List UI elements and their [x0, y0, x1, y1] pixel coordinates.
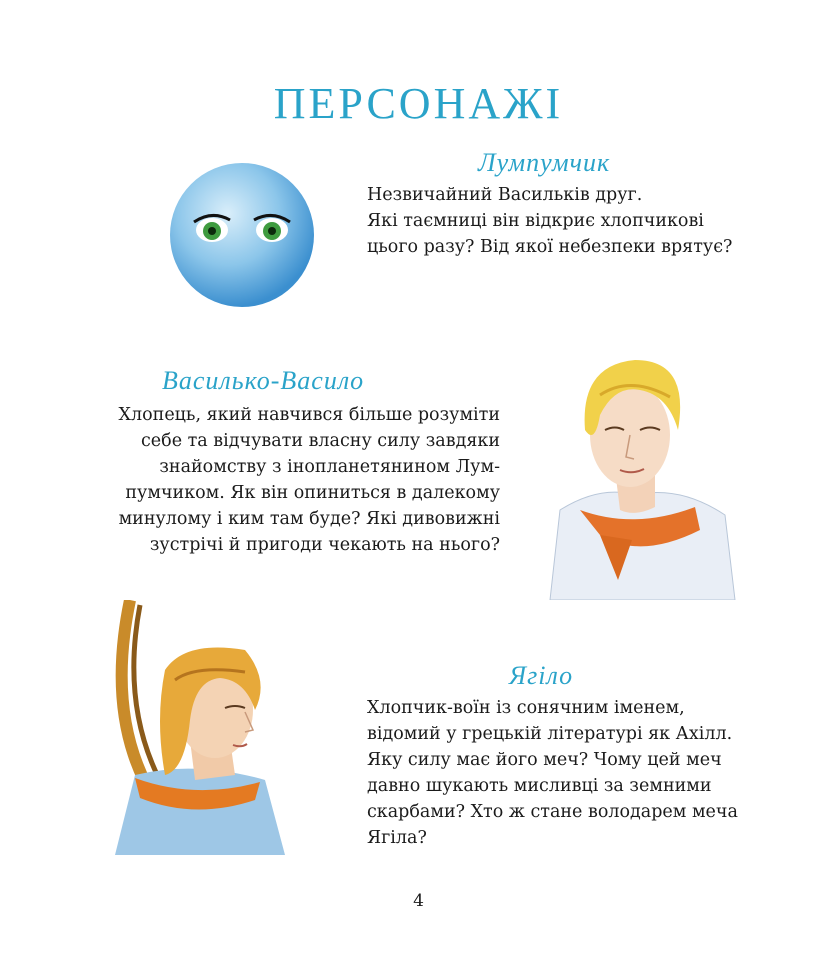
- description-line: Ягіла?: [367, 828, 427, 848]
- character-name-vasylko: Василько-Василo: [162, 366, 365, 395]
- character-description-vasylko: [119, 402, 500, 558]
- description-line: скарбами? Хто ж стане володарем меча: [367, 802, 738, 822]
- description-line: минулому і ким там буде? Які дивовижні: [118, 509, 500, 529]
- blond-boy-illustration: [540, 335, 740, 600]
- description-line: давно шукають мисливці за земними: [367, 776, 712, 796]
- description-line: Яку силу має його меч? Чому цей меч: [367, 750, 722, 770]
- description-line: зустрічі й пригоди чекають на нього?: [149, 535, 500, 555]
- character-name-yahilo: Ягіло: [509, 661, 574, 690]
- blue-moon-face-illustration: [160, 160, 340, 320]
- description-line: себе та відчувати власну силу завдяки: [141, 431, 500, 451]
- description-line: цього разу? Від якої небезпеки врятує?: [367, 237, 733, 257]
- description-line: Незвичайний Васильків друг.: [367, 185, 643, 205]
- description-line: Хлопчик-воїн із сонячним іменем,: [367, 698, 685, 718]
- description-line: знайомству з інопланетянином Лум-: [159, 457, 500, 477]
- description-line: пумчиком. Як він опиниться в далекому: [125, 483, 500, 503]
- character-description-yahilo: [367, 695, 738, 851]
- page-title: ПЕРСОНАЖІ: [273, 79, 564, 128]
- character-name-lumpumchyk: Лумпумчик: [478, 148, 611, 177]
- warrior-boy-illustration: [95, 600, 295, 855]
- character-description-lumpumchyk: [367, 182, 732, 260]
- description-line: Хлопець, який навчився більше розуміти: [118, 405, 500, 425]
- page-number: 4: [413, 891, 424, 911]
- description-line: Які таємниці він відкриє хлопчикові: [367, 211, 704, 231]
- description-line: відомий у грецькій літературі як Ахілл.: [367, 724, 733, 744]
